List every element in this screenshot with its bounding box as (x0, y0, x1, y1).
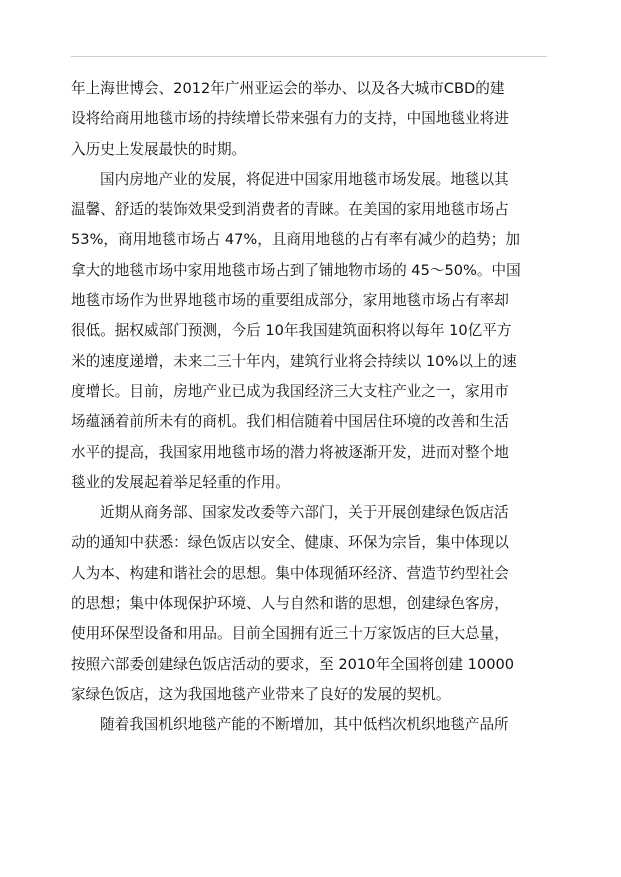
paragraph-1 (71, 74, 547, 165)
text-line: 53%，商用地毯市场占 47%，且商用地毯的占有率有减少的趋势；加 (71, 231, 520, 249)
text-line: 家绿色饭店，这为我国地毯产业带来了良好的发展的契机。 (71, 685, 451, 703)
text-line: 随着我国机织地毯产能的不断增加，其中低档次机织地毯产品所 (100, 716, 509, 734)
text-line: 拿大的地毯市场中家用地毯市场占到了铺地物市场的 45～50%。中国 (71, 261, 521, 279)
text-line: 米的速度递增，未来二三十年内，建筑行业将会持续以 10%以上的速 (71, 352, 517, 370)
text-line: 动的通知中获悉：绿色饭店以安全、健康、环保为宗旨，集中体现以 (71, 534, 509, 552)
text-line: 近期从商务部、国家发改委等六部门，关于开展创建绿色饭店活 (100, 504, 509, 522)
text-line: 设将给商用地毯市场的持续增长带来强有力的支持，中国地毯业将进 (71, 110, 509, 128)
text-line: 度增长。目前，房地产业已成为我国经济三大支柱产业之一，家用市 (71, 382, 509, 400)
text-line: 的思想；集中体现保护环境、人与自然和谐的思想，创建绿色客房， (71, 595, 509, 613)
document-body (71, 74, 547, 741)
text-line: 场蕴涵着前所未有的商机。我们相信随着中国居住环境的改善和生活 (71, 413, 509, 431)
paragraph-4 (71, 710, 547, 740)
header-rule (71, 56, 547, 57)
text-line: 国内房地产业的发展，将促进中国家用地毯市场发展。地毯以其 (100, 170, 509, 188)
text-line: 使用环保型设备和用品。目前全国拥有近三十万家饭店的巨大总量， (71, 625, 509, 643)
text-line: 年上海世博会、2012年广州亚运会的举办、以及各大城市CBD的建 (71, 80, 505, 97)
text-line: 很低。据权威部门预测，今后 10年我国建筑面积将以每年 10亿平方 (71, 322, 512, 340)
text-line: 入历史上发展最快的时期。 (71, 140, 247, 158)
text-line: 毯业的发展起着举足轻重的作用。 (71, 473, 290, 491)
text-line: 水平的提高，我国家用地毯市场的潜力将被逐渐开发，进而对整个地 (71, 443, 509, 461)
text-line: 温馨、舒适的装饰效果受到消费者的青睐。在美国的家用地毯市场占 (71, 201, 509, 219)
paragraph-3 (71, 498, 547, 710)
text-line: 人为本、构建和谐社会的思想。集中体现循环经济、营造节约型社会 (71, 564, 509, 582)
text-line: 地毯市场作为世界地毯市场的重要组成部分，家用地毯市场占有率却 (71, 292, 509, 310)
paragraph-2 (71, 165, 547, 498)
text-line: 按照六部委创建绿色饭店活动的要求，至 2010年全国将创建 10000 (71, 655, 515, 673)
